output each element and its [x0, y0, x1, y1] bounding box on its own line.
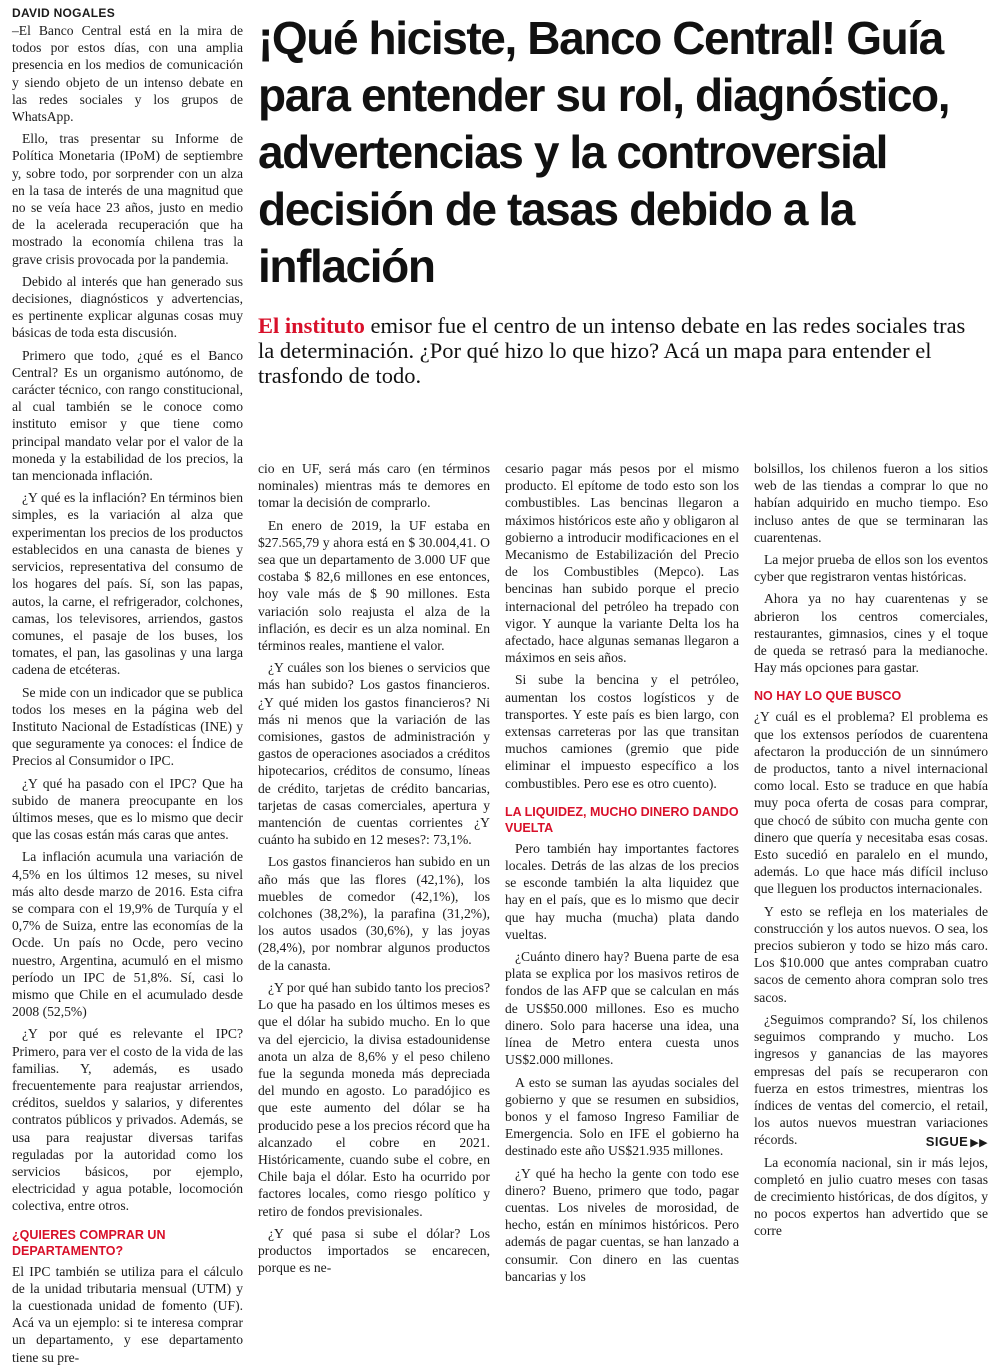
paragraph: –El Banco Central está en la mira de todos por estos días, con una amplia presencia en los medios de comunicación y siendo objeto de un intenso debate en las redes sociales y los grupos de WhatsApp.	[12, 23, 243, 125]
play-arrows-icon: ▶▶	[970, 1137, 988, 1149]
paragraph: El IPC también se utiliza para el cálculo de la unidad tributaria mensual (UTM) y la cuestionada unidad de fomento (UF). Acá va un ejemplo: si te interesa comprar un departamento, y ese departamento tiene su pre-	[12, 1263, 243, 1365]
deck-lead: El instituto	[258, 313, 365, 338]
paragraph: Primero que todo, ¿qué es el Banco Central? Es un organismo autónomo, de carácter técnico, con rango constitucional, al cual también se le conoce como instituto emisor y que tiene como principal mandato velar por el valor de la moneda y la estabilidad de los precios, la tan mencionada inflación.	[12, 347, 243, 484]
column-1	[12, 6, 244, 1365]
paragraph: cesario pagar más pesos por el mismo producto. El epítome de todo esto son los combustibles. Las bencinas llegaron a máximos históricos este año y obligaron al gobierno a introducir modificaciones en el Mecanismo de Estabilización del Precio de los Combustibles (Mepco). Las bencinas han subido porque el precio internacional del petróleo ha trepado con vigor. Y aunque la variante Delta los ha afectado, hace algunas semanas llegaron a máximos en seis años.	[505, 461, 739, 666]
paragraph: La inflación acumula una variación de 4,5% en los últimos 12 meses, su nivel más alto desde marzo de 2016. Esta cifra se compara con el 19,9% de Turquía y el 0,7% de Suiza, entre las economías de la Ocde. Un país no Ocde, pero vecino nuestro, Argentina, acumuló en el mismo período un IPC de 51,8%. Sí, casi lo mismo que Chile en el acumulado desde 2008 (52,5%)	[12, 849, 243, 1020]
paragraph: ¿Cuánto dinero hay? Buena parte de esa plata se explica por los masivos retiros de fondos de las AFP que se calculan en más de US$50.000 millones. Eso es mucho dinero. Solo para hacerse una idea, una línea de Metro entera cuesta unos US$2.000 millones.	[505, 949, 739, 1068]
paragraph: ¿Y qué ha hecho la gente con todo ese dinero? Bueno, primero que todo, pagar cuentas. Los niveles de morosidad, de hecho, están en mínimos históricos. Pero además de pagar cuentas, se han lanzado a consumir. Con dinero en las cuentas bancarias y los	[505, 1165, 739, 1284]
subheading-departamento: ¿QUIERES COMPRAR UN DEPARTAMENTO?	[12, 1227, 166, 1258]
deck	[258, 313, 983, 388]
paragraph: ¿Seguimos comprando? Sí, los chilenos seguimos comprando y mucho. Los ingresos y ganancias de las mayores empresas del país se recuperaron con fuerza en estos trimestres, mientras los índices de ventas del comercio, el retail, los autos nuevos muestran variaciones récords.	[754, 1011, 988, 1148]
continue-marker	[926, 1134, 988, 1149]
paragraph: Si sube la bencina y el petróleo, aumentan los costos logísticos y de transportes. Y este país es bien largo, con extensas carreteras por las que transitan muchos camiones (gremio que pide eliminar el impuesto específico a los combustibles. Pero ese es otro cuento).	[505, 672, 739, 791]
paragraph: Debido al interés que han generado sus decisiones, diagnósticos y advertencias, es pertinente explicar algunas cosas muy básicas de toda esta discusión.	[12, 273, 243, 341]
paragraph: Y esto se refleja en los materiales de construcción y los autos nuevos. O sea, los precios subieron y todo se hizo más caro. Los $10.000 que antes compraban cuatro sacos de cemento ahora compran solo tres sacos.	[754, 903, 988, 1005]
paragraph: ¿Y por qué han subido tanto los precios? Lo que ha pasado en los últimos meses es que el dólar ha subido mucho. En lo que va del ejercicio, la divisa estadounidense anota un alza de 8,6% y el peso chileno fue la segunda moneda más depreciada del mundo en agosto. Lo paradójico es que este aumento del dólar se ha producido pese a los precios récord que ha alcanzado el cobre en 2021. Históricamente, cuando sube el cobre, en Chile baja el dólar. Esto ha ocurrido por factores locales, como riesgo político y retiro de fondos previsionales.	[258, 979, 490, 1219]
column-2	[258, 460, 490, 1276]
paragraph: La economía nacional, sin ir más lejos, completó en julio cuatro meses con tasas de crecimiento históricas, de dos dígitos, y no pocos expertos han advertido que se corre	[754, 1154, 988, 1239]
paragraph: ¿Y qué ha pasado con el IPC? Que ha subido de manera preocupante en los últimos meses, que es lo mismo que decir que las cosas están más caras que antes.	[12, 775, 243, 843]
paragraph: ¿Y por qué es relevante el IPC? Primero, para ver el costo de la vida de las familias. Y, además, es usado frecuentemente para reajustar arriendos, créditos, sueldos y salarios, y diferentes contratos públicos y privados. Además, se usa para reajustar diversas tarifas reguladas por la autoridad como los servicios básicos, por ejemplo, electricidad y agua potable, locomoción colectiva, entre otros.	[12, 1026, 244, 1214]
byline: DAVID NOGALES	[12, 6, 116, 20]
paragraph: Los gastos financieros han subido en un año más que las flores (42,1%), los muebles de comedor (42,1%), los colchones (38,2%), la parafina (31,2%), los autos usados (30,6%), y las joyas (28,4%), por nombrar algunos productos de la canasta.	[258, 854, 490, 973]
paragraph: Pero también hay importantes factores locales. Detrás de las alzas de los precios se esconde también la alta liquidez que hay en el país, que es lo mismo que decir que hay mucha (mucha) plata dando vueltas.	[505, 840, 739, 942]
paragraph: ¿Y cuál es el problema? El problema es que los extensos períodos de cuarentena afectaron la producción de un sinnúmero de productos, tanto a nivel internacional como local. Esto se traduce en que había muy poca oferta de cosas para comprar, que chocó de súbito con mucha gente con dinero que quería y necesitaba esas cosas. Esto sucedió en paralelo en el mundo, además. Lo que hace más difícil incluso que lleguen los productos internacionales.	[754, 709, 988, 897]
paragraph: Ahora ya no hay cuarentenas y se abrieron los centros comerciales, restaurantes, gimnasios, cines y el toque de queda se retrasó para la medianoche. Hay más opciones para gastar.	[754, 591, 988, 676]
subheading-liquidez: LA LIQUIDEZ, MUCHO DINERO DANDO VUELTA	[505, 804, 739, 835]
paragraph: A esto se suman las ayudas sociales del gobierno y que se resumen en subsidios, bonos y el famoso Ingreso Familiar de Emergencia. Solo en IFE el gobierno ha destinado este año US$21.935 millones.	[505, 1074, 739, 1159]
subheading-no-hay: NO HAY LO QUE BUSCO	[754, 689, 902, 704]
paragraph: Se mide con un indicador que se publica todos los meses en la página web del Instituto Nacional de Estadísticas (INE) y que seguramente ya conoces: el Índice de Precios al Consumidor o IPC.	[12, 684, 243, 769]
continue-label: SIGUE	[925, 1134, 969, 1149]
paragraph: ¿Y qué pasa si sube el dólar? Los productos importados se encarecen, porque es ne-	[258, 1225, 490, 1276]
paragraph: La mejor prueba de ellos son los eventos cyber que registraron ventas históricas.	[754, 552, 988, 585]
deck-text: emisor fue el centro de un intenso debate en las redes sociales tras la determinación. ¿Por qué hizo lo que hizo? Acá un mapa para entender el trasfondo de todo.	[258, 313, 966, 388]
paragraph: bolsillos, los chilenos fueron a los sitios web de las tiendas a comprar lo que no habían adquirido en mucho tiempo. Eso incluso antes de que se terminaran las cuarentenas.	[754, 461, 988, 545]
paragraph: Ello, tras presentar su Informe de Política Monetaria (IPoM) de septiembre y, sobre todo, por sorprender con un alza en la tasa de interés de una magnitud que no se veía hace 23 años, justo en medio de la acelerada recuperación que ha mostrado la economía chilena tras la grave crisis provocada por la pandemia.	[12, 131, 243, 267]
paragraph: ¿Y cuáles son los bienes o servicios que más han subido? Los gastos financieros. ¿Y qué miden los gastos financieros? Ni más ni menos que la variación de las comisiones, gastos de administración y gastos de operaciones asociados a créditos hipotecarios, créditos de consumo, líneas de crédito, tarjetas de crédito bancarias, tarjetas de casas comerciales, apertura y mantención de cuentas corrientes ¿Y cuánto ha subido en 12 meses?: 73,1%.	[258, 660, 490, 848]
paragraph: En enero de 2019, la UF estaba en $27.565,79 y ahora está en $ 30.004,41. O sea que un departamento de 3.000 UF que costaba $ 82,6 millones en ese entonces, hoy vale más de $ 90 millones. Esta variación solo reajusta el alza de la inflación, es decir es un alza nominal. En términos reales, mantiene el valor.	[258, 517, 490, 654]
column-3	[505, 460, 739, 1284]
paragraph: cio en UF, será más caro (en términos nominales) mientras más te demores en tomar la decisión de comprarlo.	[258, 461, 490, 511]
paragraph: ¿Y qué es la inflación? En términos bien simples, es la variación al alza que experimentan los precios de los productos establecidos en una canasta de bienes y servicios, representativa del consumo de los hogares del país. Sí, son las papas, autos, la carne, el refrigerador, colchones, camas, los televisores, arriendos, gastos comunes, el pasaje de los buses, los tomates, el pan, las gasolinas y una larga cadena de etcéteras.	[12, 490, 243, 678]
headline: ¡Qué hiciste, Banco Central! Guía para entender su rol, diagnóstico, advertencias y la controversial decisión de tasas debido a la inflación	[258, 12, 950, 292]
